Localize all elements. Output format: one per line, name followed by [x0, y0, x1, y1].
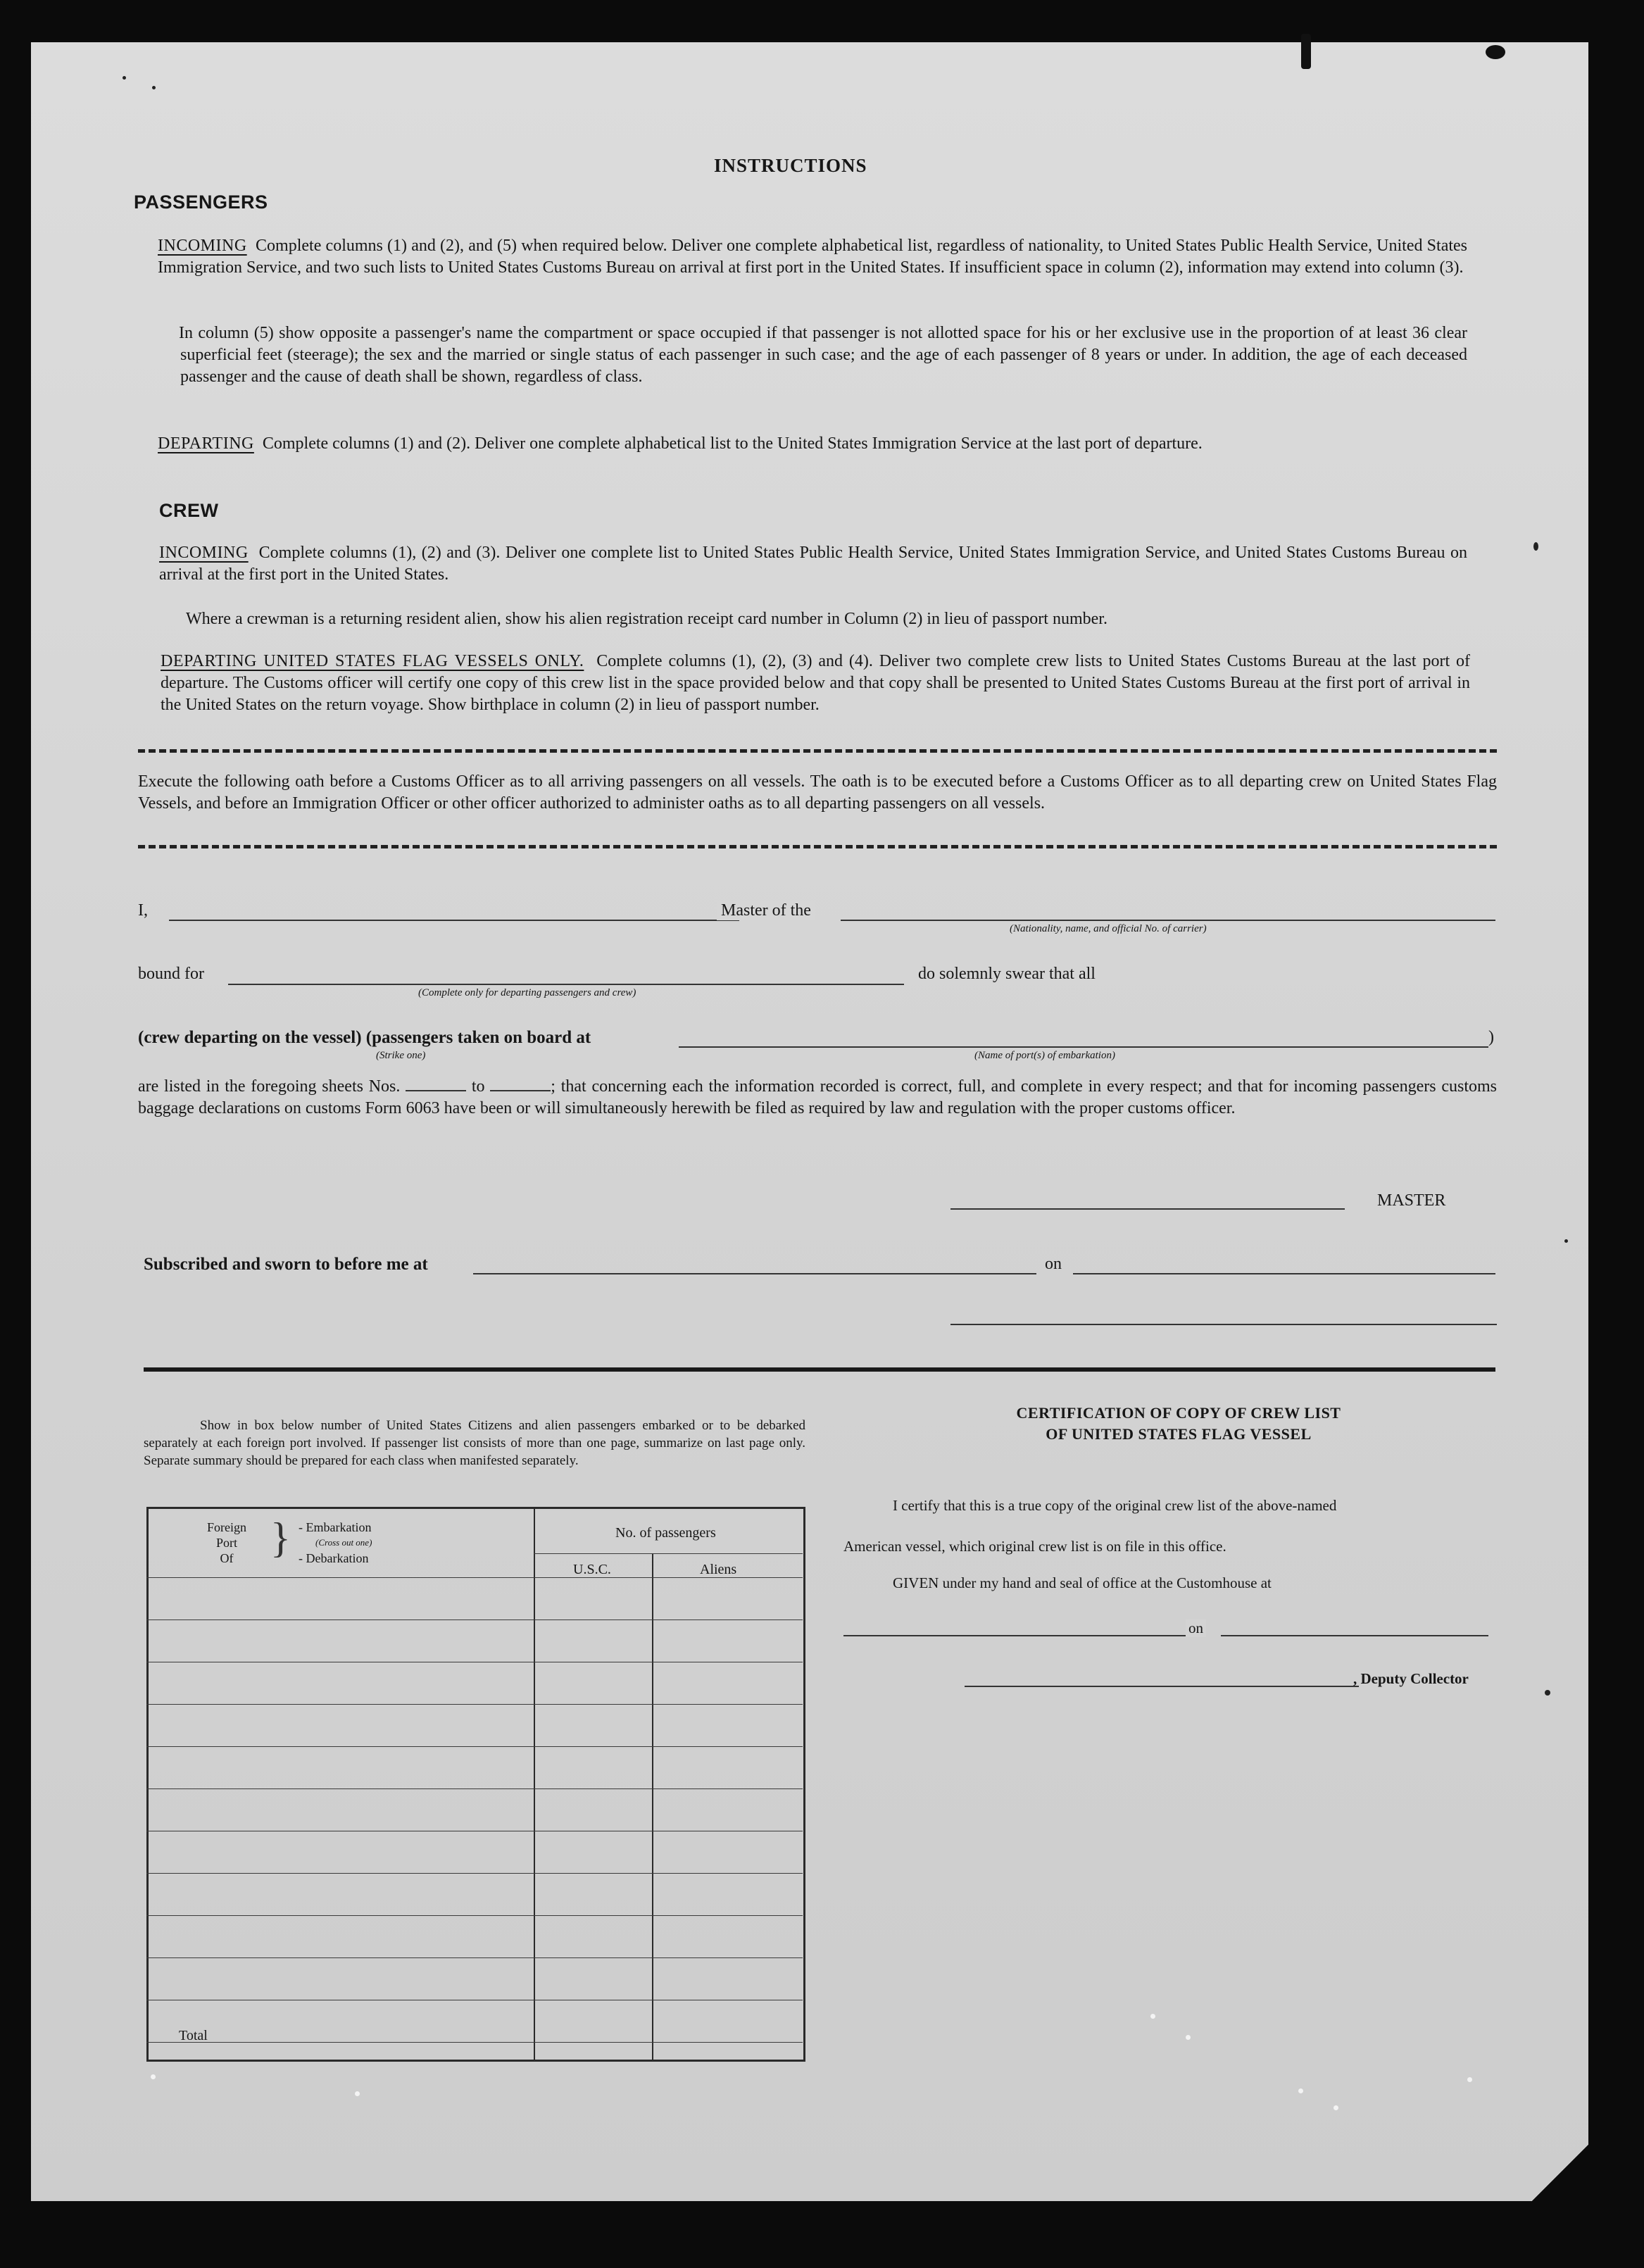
foreign-port-of-label	[207, 1520, 246, 1566]
num-passengers-header: No. of passengers	[615, 1525, 716, 1541]
port-hint: (Name of port(s) of embarkation)	[974, 1050, 1115, 1061]
oath-listed-paragraph	[138, 1076, 1497, 1120]
debarkation-label: - Debarkation	[299, 1551, 369, 1565]
passengers-departing-label: DEPARTING	[158, 434, 254, 453]
divider	[138, 749, 1497, 753]
summary-row-line	[146, 2042, 803, 2043]
certify-line-1: I certify that this is a true copy of the original crew list of the above-named	[893, 1497, 1337, 1514]
passengers-heading: PASSENGERS	[134, 192, 268, 213]
sheet-to-field[interactable]	[490, 1077, 551, 1091]
certification-title-line-1: CERTIFICATION OF COPY OF CREW LIST	[1016, 1404, 1341, 1422]
scan-speck	[1467, 2077, 1472, 2082]
summary-row-line	[146, 1873, 803, 1874]
given-line: GIVEN under my hand and seal of office at the Customhouse at	[893, 1574, 1272, 1591]
page-title: INSTRUCTIONS	[714, 155, 867, 176]
deputy-signature-field[interactable]	[965, 1686, 1359, 1687]
summary-table	[146, 1507, 805, 2062]
listed-text-b: ; that concerning each the information recorded is correct, full, and complete in every respect; and that for incoming passengers customs baggage declarations on customs Form 6063 have been or will simultaneously herewith be filed as required by law and regulation with the proper customs officer.	[138, 1077, 1498, 1117]
oath-close-paren: )	[1488, 1028, 1494, 1046]
certify-line-2: American vessel, which original crew list is on file in this office.	[843, 1538, 1226, 1555]
carrier-hint: (Nationality, name, and official No. of carrier)	[1010, 923, 1207, 934]
sworn-date-field[interactable]	[1073, 1273, 1495, 1274]
usc-header: U.S.C.	[573, 1562, 611, 1577]
embark-options	[299, 1520, 372, 1566]
scan-speck	[151, 2074, 156, 2079]
scan-speck	[1298, 2088, 1303, 2093]
master-signature-label: MASTER	[1377, 1191, 1446, 1210]
oath-master-of-label: Master of the	[717, 901, 815, 920]
summary-row-line	[146, 1915, 803, 1916]
table-divider	[534, 1507, 535, 2060]
divider	[144, 1367, 1495, 1372]
crew-heading: CREW	[159, 500, 219, 521]
strike-one-hint: (Strike one)	[376, 1050, 426, 1061]
total-label: Total	[179, 2028, 208, 2043]
page-corner-fold	[1532, 2145, 1588, 2201]
subscribed-label: Subscribed and sworn to before me at	[144, 1255, 428, 1274]
oath-swear-text: do solemnly swear that all	[918, 965, 1096, 983]
crew-resident-paragraph: Where a crewman is a returning resident alien, show his alien registration receipt card number in Column (2) in lieu of passport number.	[186, 610, 1107, 628]
customhouse-field[interactable]	[843, 1635, 1203, 1636]
form-page	[31, 42, 1588, 2201]
oath-bound-for-label: bound for	[138, 965, 204, 983]
bound-for-field[interactable]	[228, 984, 904, 985]
oath-intro: Execute the following oath before a Customs Officer as to all arriving passengers on all vessels. The oath is to be executed before a Customs Officer as to all departing crew on United States Flag Vessels, and before an Immigration Officer or other officer authorized to administer oaths as to all departing passengers on all vessels.	[138, 772, 1497, 813]
scan-speck	[355, 2091, 360, 2096]
brace-glyph: }	[270, 1515, 291, 1561]
scan-speck	[152, 86, 156, 89]
scan-speck	[1533, 542, 1538, 551]
crew-incoming-text: Complete columns (1), (2) and (3). Deliver one complete list to United States Public Health Service, United States Immigration Service, and United States Customs Bureau on arrival at the first port in the United States.	[159, 544, 1468, 584]
carrier-field[interactable]	[841, 920, 1495, 921]
summary-row-line	[146, 1957, 803, 1958]
bound-for-hint: (Complete only for departing passengers and crew)	[418, 987, 636, 998]
aliens-header: Aliens	[700, 1562, 737, 1577]
summary-row-line	[146, 1746, 803, 1747]
summary-row-line	[146, 1788, 803, 1789]
sworn-place-field[interactable]	[473, 1273, 1036, 1274]
foreign-label: Foreign	[207, 1520, 246, 1534]
listed-text-a: are listed in the foregoing sheets Nos.	[138, 1077, 401, 1096]
summary-row-line	[146, 1619, 803, 1620]
certification-title-line-2: OF UNITED STATES FLAG VESSEL	[1046, 1425, 1312, 1443]
port-embarkation-field[interactable]	[679, 1046, 1488, 1048]
table-divider	[652, 1553, 653, 2060]
scan-speck	[123, 76, 126, 80]
certify-on-label: on	[1186, 1619, 1206, 1637]
scan-mark	[1301, 34, 1311, 69]
passengers-incoming-text: Complete columns (1) and (2), and (5) when required below. Deliver one complete alphabetical list, regardless of nationality, to United States Public Health Service, United States Immigration Service, and two such lists to United States Customs Bureau on arrival at first port in the United States. If insufficient space in column (2), information may extend into column (3).	[158, 237, 1468, 277]
certification-title	[876, 1403, 1481, 1445]
passengers-incoming-label: INCOMING	[158, 237, 247, 255]
table-divider	[534, 1553, 803, 1554]
oath-i-label: I,	[138, 901, 148, 920]
embarkation-label: - Embarkation	[299, 1520, 372, 1534]
crew-departing-paragraph	[161, 651, 1470, 716]
officer-signature-field[interactable]	[950, 1324, 1497, 1325]
crew-incoming-paragraph	[159, 542, 1467, 586]
crew-departing-text: Complete columns (1), (2), (3) and (4). Deliver two complete crew lists to United States Customs Bureau at the last port of departure. The Customs officer will certify one copy of this crew list in the space provided below and that copy shall be presented to United States Customs Bureau at the first port of arrival in the United States on the return voyage. Show birthplace in column (2) in lieu of passport number.	[161, 652, 1471, 714]
certify-date-field[interactable]	[1221, 1635, 1488, 1636]
port-label: Port	[215, 1536, 237, 1550]
passengers-column5-paragraph: In column (5) show opposite a passenger's name the compartment or space occupied if that passenger is not allotted space for his or her exclusive use in the proportion of at least 36 clear superficial feet (steerage); the sex and the married or single status of each passenger in such case; and the age of each passenger of 8 years or under. In addition, the age of each deceased passenger and the cause of death shall be shown, regardless of class.	[179, 324, 1467, 386]
sheet-from-field[interactable]	[406, 1077, 466, 1091]
scan-speck	[1334, 2105, 1338, 2110]
summary-instructions: Show in box below number of United States Citizens and alien passengers embarked or to be debarked separately at each foreign port involved. If passenger list consists of more than one page, summarize on last page only. Separate summary should be prepared for each class when manifested separately.	[144, 1418, 805, 1468]
divider	[138, 845, 1497, 848]
scan-speck	[1545, 1690, 1550, 1696]
of-label: Of	[220, 1551, 234, 1565]
cross-out-hint: (Cross out one)	[315, 1537, 372, 1548]
deputy-collector-label: , Deputy Collector	[1353, 1670, 1469, 1687]
scan-speck	[1186, 2035, 1191, 2040]
oath-crew-departing-text: (crew departing on the vessel) (passengers taken on board at	[138, 1028, 591, 1047]
passengers-departing-paragraph	[158, 433, 1467, 455]
crew-incoming-label: INCOMING	[159, 544, 249, 562]
scan-speck	[1564, 1239, 1568, 1243]
master-signature-field[interactable]	[950, 1208, 1345, 1210]
scan-mark	[1486, 45, 1505, 59]
listed-to-label: to	[471, 1077, 485, 1096]
scan-speck	[1150, 2014, 1155, 2019]
passengers-departing-text: Complete columns (1) and (2). Deliver one complete alphabetical list to the United States Immigration Service at the last port of departure.	[262, 434, 1203, 453]
crew-departing-label: DEPARTING UNITED STATES FLAG VESSELS ONLY.	[161, 652, 584, 670]
sworn-on-label: on	[1045, 1255, 1062, 1273]
master-name-field[interactable]	[169, 920, 739, 921]
passengers-incoming-paragraph	[158, 235, 1467, 279]
summary-row-line	[146, 1704, 803, 1705]
